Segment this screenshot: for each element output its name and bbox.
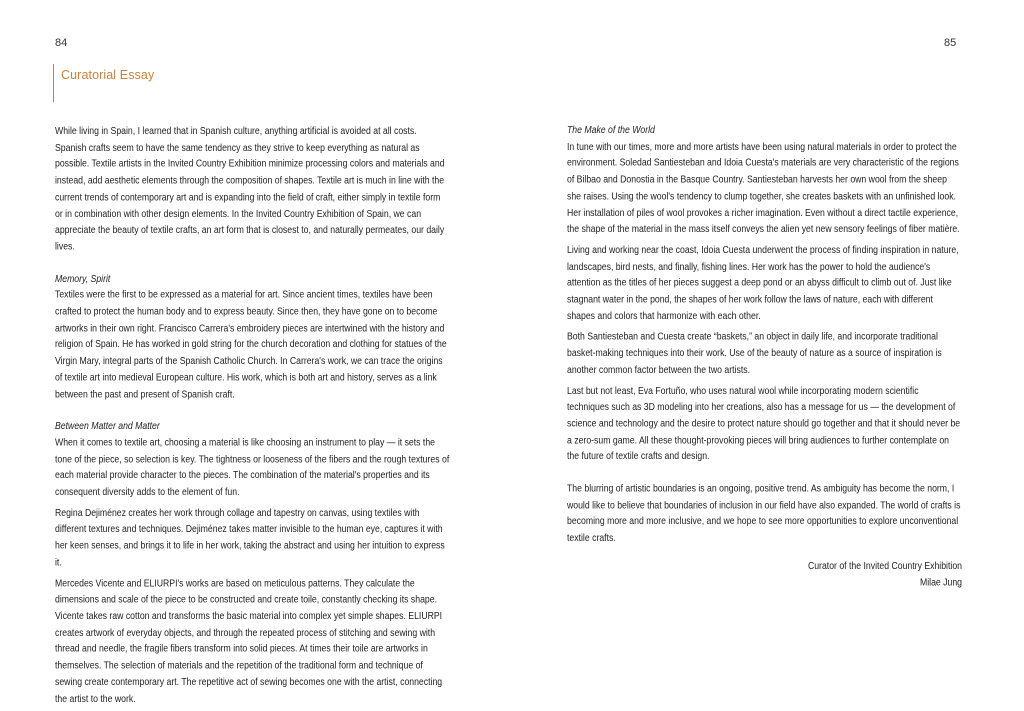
- nature-paragraph-4: Last but not least, Eva Fortuño, who uses natural wool while incorporating modern scientific techniques such as 3D modeling into her creations, also has a message for us — the development of science and technology and the desire to protect nature should go together and that it should never be a zero-sum game. All these thought-provoking pieces will bring audiences to further contemplate on the future of textile crafts and design.: [567, 384, 961, 462]
- section-title: Curatorial Essay: [61, 68, 155, 82]
- left-text-column: [55, 123, 450, 711]
- page-number-right: 85: [944, 37, 957, 49]
- curator-name: Milae Jung: [919, 576, 962, 588]
- matter-paragraph-2: Regina Dejiménez creates her work through collage and tapestry on canvas, using textiles with different textures and techniques. Dejiménez takes matter invisible to the human eye, captures it with her keen senses, and brings it to life in her work, taking the abstract and using her intuition to express it.: [55, 506, 445, 568]
- nature-paragraph-1: In tune with our times, more and more artists have been using natural materials in order to protect the environment. Soledad Santiesteban and Idoia Cuesta's materials are very characteristic of the regions of Bilbao and Donostia in the Basque Country. Santiesteban harvests her own wool from the sheep she raises. Using the wool's tendency to clump together, she creates baskets with an unfinished look. Her installation of piles of wool provokes a richer imagination. Even without a direct tactile experience, the shape of the material in the mass itself conveys the alien yet new sensory feelings of fiber matière.: [567, 140, 960, 235]
- page-number-left: 84: [55, 37, 68, 49]
- matter-paragraph-3: Mercedes Vicente and ELIURPI's works are based on meticulous patterns. They calculate the dimensions and scale of the piece to be constructed and create toile, constantly checking its shape. Vicente takes raw cotton and transforms the basic material into complex yet simple shapes. ELIURPI creates artwork of everyday objects, and through the repeated process of stitching and sewing with thread and needle, the fragile fibers transform into solid pieces. At times their toile are artworks in themselves. The selection of materials and the repetition of the traditional form and technique of sewing create contemporary art. The repetitive act of sewing becomes one with the artist, connecting the artist to the work.: [55, 577, 443, 704]
- right-text-column: [567, 122, 962, 590]
- nature-subheading: The Make of the World: [567, 124, 655, 136]
- conclusion-paragraph: The blurring of artistic boundaries is an ongoing, positive trend. As ambiguity has become the norm, I would like to believe that boundaries of inclusion in our field have also expanded. The world of crafts is becoming more and more inclusive, and we hope to see more opportunities to explore unconventional textile crafts.: [567, 482, 961, 544]
- curator-role: Curator of the Invited Country Exhibition: [807, 559, 962, 571]
- matter-subheading: Between Matter and Matter: [55, 420, 160, 432]
- signature-block: [567, 558, 962, 591]
- intro-paragraph: While living in Spain, I learned that in Spanish culture, anything artificial is avoided at all costs. Spanish crafts seem to have the same tendency as they strive to keep everything as natural as possible. Textile artists in the Invited Country Exhibition minimize processing colors and materials and instead, add aesthetic elements through the composition of shapes. Textile art is much in line with the current trends of contemporary art and is expanding into the field of craft, either simply in textile form or in combination with other design elements. In the Invited Country Exhibition of Spain, we can appreciate the beauty of textile crafts, an art form that is closest to, and naturally permeates, our daily lives.: [55, 125, 445, 252]
- title-accent-bar: [53, 64, 54, 102]
- matter-paragraph-1: When it comes to textile art, choosing a material is like choosing an instrument to play — it sets the tone of the piece, so selection is key. The tightness or looseness of the fibers and the rough textures of each material provide character to the pieces. The combination of the material's properties and its consequent diversity adds to the element of fun.: [55, 436, 450, 498]
- memory-subheading: Memory, Spirit: [55, 272, 111, 284]
- nature-paragraph-3: Both Santiesteban and Cuesta create “baskets,” an object in daily life, and incorporate traditional basket-making techniques into their work. Use of the beauty of nature as a source of inspiration is another common factor between the two artists.: [567, 330, 942, 375]
- memory-paragraph: Textiles were the first to be expressed as a material for art. Since ancient times, textiles have been crafted to protect the human body and to express beauty. Since then, they have gone on to become artworks in their own right. Francisco Carrera's embroidery pieces are intertwined with the history and religion of Spain. He has worked in gold string for the church decoration and clothing for statues of the Virgin Mary, integral parts of the Spanish Catholic Church. In Carrera's work, we can trace the origins of textile art into medieval European culture. His work, which is both art and history, serves as a link between the past and present of Spanish craft.: [55, 289, 447, 400]
- nature-paragraph-2: Living and working near the coast, Idoia Cuesta underwent the process of finding inspiration in nature, landscapes, bird nests, and finally, fishing lines. Her work has the power to hold the audience's attention as the titles of her pieces suggest a deep pond or an abyss difficult to climb out of. Just like stagnant water in the pond, the shapes of her work follow the laws of nature, each with different shapes and colors that harmonize with each other.: [567, 243, 959, 322]
